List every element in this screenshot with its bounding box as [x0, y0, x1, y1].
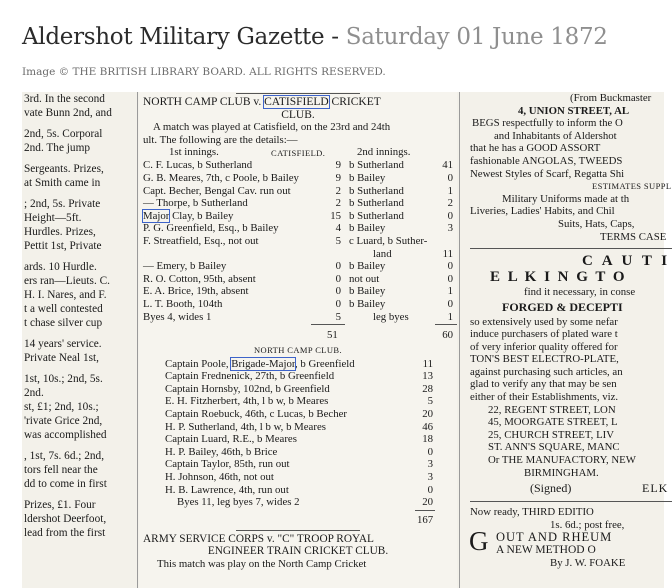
table-cell: H. B. Lawrence, 4th, run out	[165, 483, 289, 496]
table-cell: 3	[427, 458, 433, 471]
table-cell: 18	[422, 433, 433, 446]
article-line	[24, 365, 138, 372]
table-cell: b Sutherland	[349, 159, 404, 172]
table-cell: H. P. Bailey, 46th, b Brice	[165, 445, 278, 458]
table-cell: b Sutherland	[349, 209, 404, 222]
article-line: at Smith came in	[24, 177, 101, 189]
advert-text: 22, REGENT STREET, LON	[488, 403, 616, 416]
table-row	[165, 458, 433, 471]
advert-text: induce purchasers of plated ware t	[470, 328, 618, 341]
table-row	[143, 298, 453, 311]
advert-text: (From Buckmaster	[570, 92, 652, 104]
advert-text: either of their Establishments, viz.	[470, 391, 619, 404]
article-line: 2nd, 5s. Corporal	[24, 128, 103, 140]
table-cell: 9	[335, 159, 341, 172]
article-line: lead from the first	[24, 527, 106, 539]
article-line: t chase silver cup	[24, 317, 103, 329]
advert-text: ELK	[642, 481, 669, 496]
highlighted-search-term[interactable]: Brigade-Major	[231, 357, 296, 370]
table-cell: 0	[447, 297, 453, 310]
table-row	[165, 395, 433, 408]
article-line	[24, 190, 138, 197]
highlighted-search-term[interactable]: Major	[143, 209, 170, 222]
advert-text: find it necessary, in conse	[524, 286, 636, 299]
article-line: Height—5ft.	[24, 212, 82, 224]
article-line	[24, 155, 138, 162]
advert-text: BEGS respectfully to inform the O	[472, 117, 623, 130]
table-cell: Captain Roebuck, 46th, c Lucas, b Becher	[165, 408, 347, 421]
table-cell: 4	[335, 222, 341, 235]
advert-text: Suits, Hats, Caps,	[558, 217, 635, 230]
page-title	[22, 24, 608, 50]
table-cell: 13	[422, 370, 433, 383]
table-row	[165, 471, 433, 484]
table-cell	[433, 235, 453, 248]
table-cell: leg byes	[373, 310, 409, 323]
table-row	[143, 210, 453, 223]
article-headline: NORTH CAMP CLUB v. CATISFIELD CRICKET	[143, 96, 381, 108]
advert-text: 4, UNION STREET, AL	[518, 104, 630, 117]
table-cell: 2	[447, 197, 453, 210]
newspaper-title: Aldershot Military Gazette -	[22, 24, 346, 50]
table-cell: L. T. Booth, 104th	[143, 297, 223, 310]
table-cell: Captain Frednenick, 27th, b Greenfield	[165, 370, 335, 383]
article-line: 1st, 10s.; 2nd, 5s.	[24, 373, 103, 385]
table-cell: 3	[447, 222, 453, 235]
innings-totals: 51 60	[327, 329, 453, 342]
table-cell: 46	[422, 420, 433, 433]
advert-text: fashionable ANGOLAS, TWEEDS	[470, 154, 623, 167]
table-row	[143, 235, 453, 248]
table-cell: 2	[335, 197, 341, 210]
table-row	[143, 311, 453, 324]
table-cell: b Bailey	[349, 222, 386, 235]
table-cell: 0	[447, 209, 453, 222]
table-cell: 20	[422, 496, 433, 509]
advert-heading: G OUT AND RHEUM	[469, 526, 613, 557]
article-line: Pettit 1st, Private	[24, 240, 102, 252]
table-cell: E. A. Brice, 19th, absent	[143, 285, 249, 298]
table-cell: Capt. Becher, Bengal Cav. run out	[143, 184, 291, 197]
table-row	[165, 358, 433, 371]
article-line: t a well contested	[24, 303, 103, 315]
drop-cap: G	[469, 526, 490, 557]
copyright-notice: Image © THE BRITISH LIBRARY BOARD. ALL RIGHTS RESERVED.	[22, 66, 386, 78]
table-cell: P. G. Greenfield, Esq., b Bailey	[143, 222, 279, 235]
north-camp-scorecard	[165, 358, 433, 509]
article-headline-line2: ENGINEER TRAIN CRICKET CLUB.	[207, 545, 389, 558]
highlighted-search-term[interactable]: CATISFIELD	[264, 96, 329, 108]
table-row	[143, 197, 453, 210]
article-line: , 1st, 7s. 6d.; 2nd,	[24, 450, 105, 462]
article-intro: ult. The following are the details:—	[143, 133, 298, 146]
advert-text: Or THE MANUFACTORY, NEW	[488, 454, 636, 467]
article-line: Hurdles. Prizes,	[24, 226, 96, 238]
advert-heading: C A U T I	[582, 253, 671, 270]
table-cell: 9	[335, 171, 341, 184]
table-cell: b Bailey	[349, 260, 386, 273]
advert-text: ST. ANN'S SQUARE, MANC	[488, 441, 620, 454]
table-cell	[143, 248, 317, 261]
table-cell: 11	[422, 357, 433, 370]
article-line: Private Neal 1st,	[24, 352, 99, 364]
table-cell: 5	[335, 310, 341, 323]
advert-text: ESTIMATES SUPPL	[592, 181, 672, 192]
advert-text: Newest Styles of Scarf, Regatta Shi	[470, 167, 625, 180]
advert-text: and Inhabitants of Aldershot	[494, 129, 617, 142]
table-cell: 5	[335, 234, 341, 247]
table-row	[165, 370, 433, 383]
advert-text: TERMS CASE	[600, 230, 667, 243]
article-line: st, £1; 2nd, 10s.;	[24, 401, 99, 413]
newspaper-scan	[22, 92, 672, 588]
table-cell: — Thorpe, b Sutherland	[143, 197, 248, 210]
table-cell: 2	[335, 184, 341, 197]
table-cell: 5	[427, 395, 433, 408]
article-line: H. I. Nares, and F.	[24, 289, 107, 301]
table-cell: 15	[330, 209, 341, 222]
issue-date: Saturday 01 June 1872	[345, 24, 608, 50]
table-cell: 20	[422, 408, 433, 421]
advert-text: Now ready, THIRD EDITIO	[470, 506, 594, 519]
article-intro: A match was played at Catisfield, on the 23rd and 24th	[153, 121, 391, 134]
advert-text: TON'S BEST ELECTRO-PLATE,	[470, 353, 619, 366]
table-cell: Captain Poole, Brigade-Major, b Greenfield	[165, 357, 355, 370]
table-cell: 0	[427, 445, 433, 458]
table-row	[143, 273, 453, 286]
table-cell: H. P. Sutherland, 4th, l b w, b Meares	[165, 420, 326, 433]
table-cell: 0	[335, 272, 341, 285]
table-cell: b Sutherland	[349, 197, 404, 210]
catisfield-scorecard	[143, 159, 453, 323]
table-cell: 0	[335, 297, 341, 310]
table-cell: Captain Hornsby, 102nd, b Greenfield	[165, 382, 330, 395]
table-row	[165, 408, 433, 421]
table-row	[165, 496, 433, 509]
table-cell: R. O. Cotton, 95th, absent	[143, 272, 256, 285]
advert-text: 25, CHURCH STREET, LIV	[488, 428, 615, 441]
table-row	[143, 222, 453, 235]
table-cell: G. B. Meares, 7th, c Poole, b Bailey	[143, 171, 299, 184]
advert-text: By J. W. FOAKE	[550, 556, 626, 569]
table-cell: 0	[335, 285, 341, 298]
article-headline-line2: CLUB.	[281, 108, 315, 121]
advert-text: BIRMINGHAM.	[524, 466, 599, 479]
innings-header: 1st innings. CATISFIELD. 2nd innings.	[169, 146, 411, 159]
article-headline: ARMY SERVICE CORPS v. "C" TROOP ROYAL	[143, 532, 374, 545]
advert-text: (Signed)	[530, 481, 572, 496]
table-row	[165, 383, 433, 396]
article-line: Sergeants. Prizes,	[24, 163, 104, 175]
table-cell: Byes 4, wides 1	[143, 310, 212, 323]
article-line: tors fell near the	[24, 464, 98, 476]
article-line: ards. 10 Hurdle.	[24, 261, 97, 273]
advert-text: A NEW METHOD O	[496, 544, 596, 556]
table-cell: H. Johnson, 46th, not out	[165, 471, 274, 484]
article-line: vate Bunn 2nd, and	[24, 107, 112, 119]
table-cell: 1	[447, 310, 453, 323]
table-cell: F. Streatfield, Esq., not out	[143, 234, 259, 247]
article-line	[24, 330, 138, 337]
table-row	[143, 260, 453, 273]
article-line: Prizes, £1. Four	[24, 499, 96, 511]
table-row	[165, 484, 433, 497]
left-column	[22, 92, 138, 588]
article-line: 14 years' service.	[24, 338, 102, 350]
table-cell: 0	[447, 171, 453, 184]
table-row	[165, 433, 433, 446]
table-cell: 11	[442, 247, 453, 260]
advert-text: against purchasing such articles, an	[470, 365, 623, 378]
table-cell: 41	[442, 159, 453, 172]
advert-heading: E L K I N G T O	[490, 268, 627, 285]
table-row	[165, 446, 433, 459]
article-line	[24, 253, 138, 260]
table-cell: Captain Taylor, 85th, run out	[165, 458, 290, 471]
advert-text: glad to verify any that may be sen	[470, 378, 617, 391]
table-cell: 28	[422, 382, 433, 395]
article-line: was accomplished	[24, 429, 107, 441]
table-row	[143, 248, 453, 261]
article-line: 2nd. The jump	[24, 142, 90, 154]
article-line: ; 2nd, 5s. Private	[24, 198, 101, 210]
table-cell: — Emery, b Bailey	[143, 260, 227, 273]
table-cell: 0	[447, 260, 453, 273]
table-cell: not out	[349, 272, 380, 285]
table-cell: E. H. Fitzherbert, 4th, l b w, b Meares	[165, 395, 329, 408]
article-intro: This match was play on the North Camp Cricket	[157, 558, 367, 570]
table-cell: 0	[335, 260, 341, 273]
table-row	[143, 285, 453, 298]
advert-text: of very inferior quality offered for	[470, 340, 618, 353]
table-cell: 0	[447, 272, 453, 285]
advert-text: Liveries, Ladies' Habits, and Chil	[470, 205, 615, 218]
table-row	[143, 159, 453, 172]
article-line: ldershot Deerfoot,	[24, 513, 107, 525]
advert-text: Military Uniforms made at th	[502, 192, 630, 205]
article-line: ers ran—Lieuts. C.	[24, 275, 110, 287]
right-column	[462, 92, 672, 588]
advert-text: 45, MOORGATE STREET, L	[488, 416, 618, 429]
table-cell: 0	[427, 483, 433, 496]
middle-column	[139, 92, 457, 588]
table-cell: Captain Luard, R.E., b Meares	[165, 433, 297, 446]
table-cell: b Sutherland	[349, 184, 404, 197]
table-cell: 1	[447, 285, 453, 298]
article-line: 'rivate Grice 2nd,	[24, 415, 103, 427]
table-cell: land	[373, 247, 392, 260]
article-line: 3rd. In the second	[24, 93, 105, 105]
advert-text: 1s. 6d.; post free,	[550, 518, 625, 531]
article-line	[24, 491, 138, 498]
column-rule	[459, 92, 460, 588]
team-total: 167	[417, 513, 434, 526]
table-row	[143, 172, 453, 185]
column-rule	[137, 92, 138, 588]
table-cell: C. F. Lucas, b Sutherland	[143, 159, 253, 172]
article-line: dd to come in first	[24, 478, 107, 490]
advert-text: FORGED & DECEPTI	[502, 299, 623, 314]
article-line: 2nd.	[24, 387, 44, 399]
team-heading: NORTH CAMP CLUB.	[254, 345, 342, 356]
table-cell: b Bailey	[349, 297, 386, 310]
article-line	[24, 120, 138, 127]
table-cell: 3	[427, 471, 433, 484]
table-row	[165, 421, 433, 434]
table-row	[143, 185, 453, 198]
advert-text: that he has a GOOD ASSORT	[470, 142, 601, 155]
table-cell: 1	[447, 184, 453, 197]
table-cell: b Bailey	[349, 285, 386, 298]
table-cell: b Bailey	[349, 171, 386, 184]
table-cell	[317, 248, 345, 261]
table-cell: Major Clay, b Bailey	[143, 209, 234, 222]
article-line	[24, 442, 138, 449]
table-cell: c Luard, b Suther-	[349, 234, 428, 247]
table-cell: Byes 11, leg byes 7, wides 2	[177, 496, 300, 509]
advert-text: so extensively used by some nefar	[470, 315, 618, 328]
